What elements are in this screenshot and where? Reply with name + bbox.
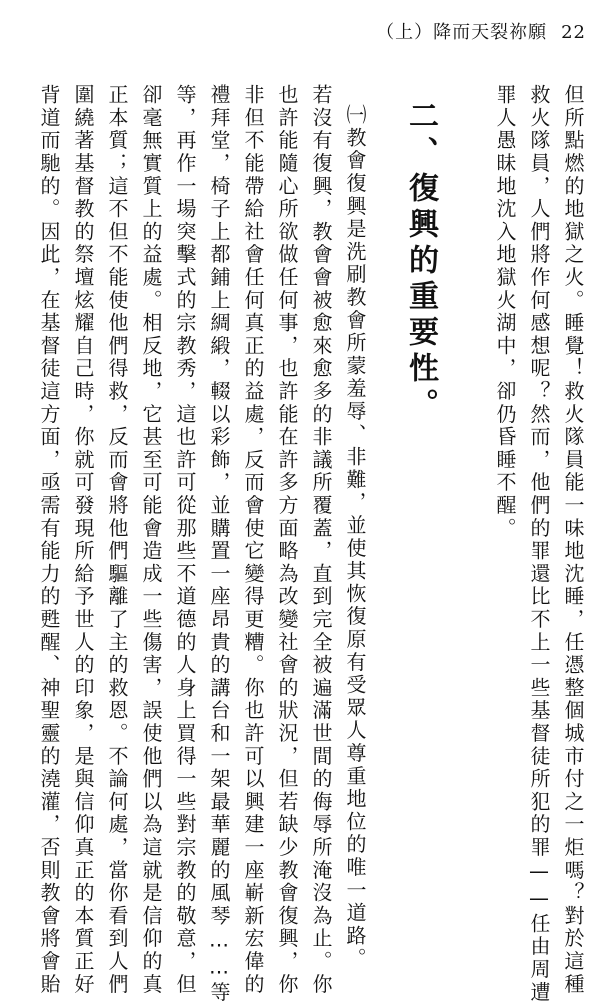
text-column: 若沒有復興，教會會被愈來愈多的非議所覆蓋，直到完全被遍滿世間的侮辱所淹沒為止。你 (309, 84, 333, 996)
text-column: 禮拜堂，椅子上都鋪上綢緞，輟以彩飾，並購置一座昂貴的講台和一架最華麗的風琴……等 (207, 84, 231, 1004)
text-column: 正本質；這不但不能使他們得救，反而會將他們驅離了主的救恩。不論何處，當你看到人們 (105, 84, 129, 996)
running-title: （上）降而天裂祢願 (376, 22, 548, 43)
page-number: 22 (561, 22, 586, 43)
text-column: 也許能隨心所欲做任何事，也許能在許多方面略為改變社會的狀況，但若缺少教會復興，你 (275, 84, 299, 996)
text-column: ㈠教會復興是洗刷教會所蒙羞辱、非難，並使其恢復原有受眾人尊重地位的唯一道路。 (343, 104, 367, 971)
text-column: 圍繞著基督教的祭壇炫耀自己時，你就可發現所給予世人的印象，是與信仰真正的本質正好 (71, 84, 95, 996)
text-column: 但所點燃的地獄之火。睡覺！救火隊員能一味地沈睡，任憑整個城市付之一炬嗎？對於這種 (561, 84, 585, 996)
text-column: 救火隊員，人們將作何感想呢？然而，他們的罪還比不上一些基督徒所犯的罪——任由周遭 (527, 84, 551, 1004)
text-column: 罪人愚昧地沈入地獄火湖中，卻仍昏睡不醒。 (493, 84, 517, 540)
text-column: 非但不能帶給社會任何真正的益處，反而會使它變得更糟。你也許可以興建一座嶄新宏偉的 (241, 84, 265, 996)
text-column: 背道而馳的。因此，在基督徒這方面，亟需有能力的甦醒、神聖靈的澆灌，否則教會將會貽 (37, 84, 61, 996)
page-header (376, 18, 586, 44)
text-column: 等，再作一場突擊式的宗教秀，這也許可從那些不道德的人身上買得一些對宗教的敬意，但 (173, 84, 197, 996)
text-column: 卻毫無實質上的益處。相反地，它甚至可能會造成一些傷害，誤使他們以為這就是信仰的真 (139, 84, 163, 996)
section-heading: 二、復興的重要性。 (403, 100, 438, 424)
